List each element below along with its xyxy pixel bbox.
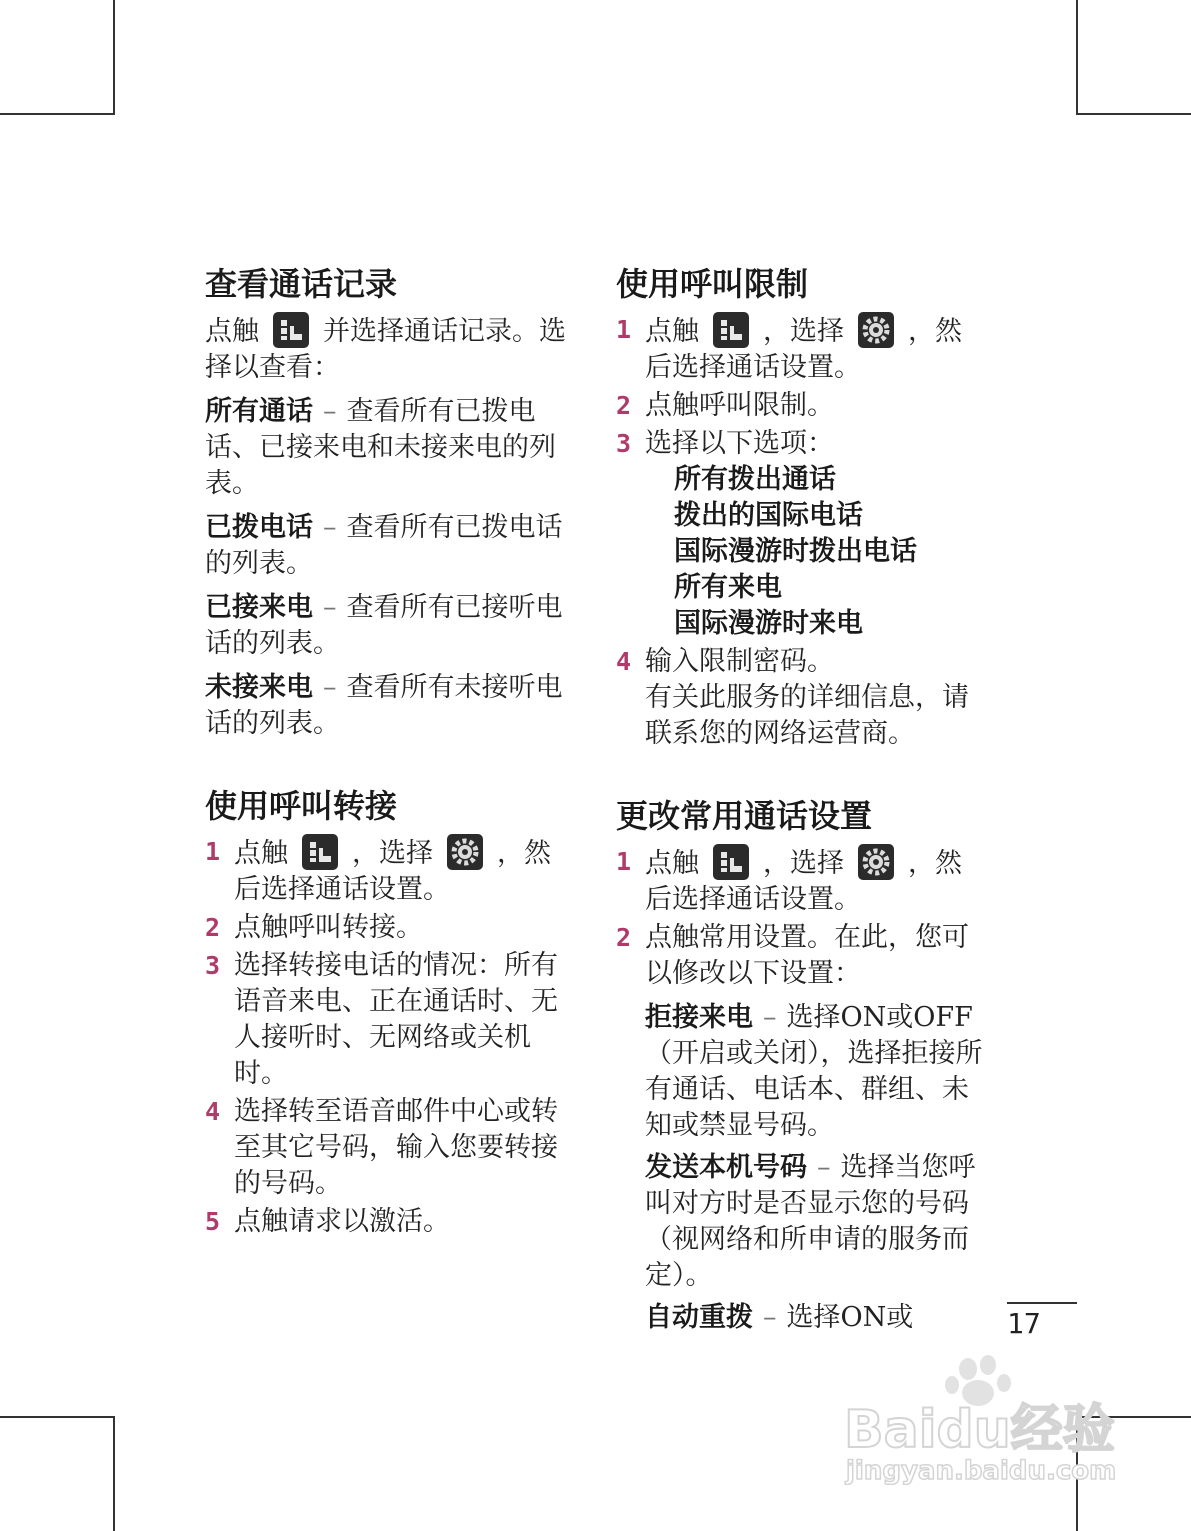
option-item: 国际漫游时来电 xyxy=(674,608,863,639)
section-title: 使用呼叫限制 xyxy=(616,265,809,303)
section-title: 更改常用通话设置 xyxy=(616,797,873,835)
crop-mark-top-right-h xyxy=(1076,113,1191,115)
step-item: 3 选择以下选项： 所有拨出通话 拨出的国际电话 国际漫游时拨出电话 所有来电 国际漫游时来电 xyxy=(616,426,986,642)
section-call-logs xyxy=(205,262,575,742)
option-item: 所有拨出通话 xyxy=(674,464,836,495)
crop-mark-top-right-v xyxy=(1076,0,1078,115)
step-list xyxy=(205,834,575,1240)
step-item: 4 输入限制密码。 有关此服务的详细信息，请联系您的网络运营商。 xyxy=(616,646,969,749)
option-item: 拨出的国际电话 xyxy=(674,500,863,531)
definition-item: 发送本机号码 – 选择当您呼叫对方时是否显示您的号码（视网络和所申请的服务而定）。 xyxy=(645,1152,976,1291)
definition-item: 所有通话 – 查看所有已拨电话、已接来电和未接来电的列表。 xyxy=(205,396,556,499)
definition-item: 已拨电话 – 查看所有已拨电话的列表。 xyxy=(205,512,563,579)
section-gap xyxy=(616,760,986,794)
definition-item: 未接来电 – 查看所有未接听电话的列表。 xyxy=(205,672,563,739)
step-item: 2 点触常用设置。在此，您可以修改以下设置： xyxy=(616,922,969,989)
watermark-brand: Baidu经验 xyxy=(844,1400,1115,1460)
section-gap xyxy=(205,750,575,784)
section-call-divert xyxy=(205,784,575,1240)
crop-mark-top-left-h xyxy=(0,113,115,115)
settings-gear-icon xyxy=(858,312,894,348)
crop-mark-bottom-left-v xyxy=(113,1416,115,1531)
settings-gear-icon xyxy=(858,844,894,880)
crop-mark-top-left-v xyxy=(113,0,115,115)
crop-mark-bottom-left-h xyxy=(0,1416,115,1418)
watermark-url: jingyan.baidu.com xyxy=(846,1456,1117,1485)
baidu-watermark xyxy=(840,1355,1140,1485)
option-item: 国际漫游时拨出电话 xyxy=(674,536,917,567)
section-title: 使用呼叫转接 xyxy=(205,787,398,825)
step-item: 1 点触 ，选择 ，然后选择通话设置。 xyxy=(616,844,986,918)
section-common-settings xyxy=(616,794,986,1336)
step-item: 3 选择转接电话的情况：所有语音来电、正在通话时、无人接听时、无网络或关机时。 xyxy=(205,950,558,1089)
menu-grid-icon xyxy=(713,312,749,348)
step-list xyxy=(616,312,986,752)
step-item: 1 点触 ，选择 ，然后选择通话设置。 xyxy=(205,834,575,908)
right-column xyxy=(616,262,986,1342)
menu-grid-icon xyxy=(713,844,749,880)
option-list xyxy=(645,462,986,642)
page-number: 17 xyxy=(1007,1302,1077,1342)
settings-gear-icon xyxy=(447,834,483,870)
step-item: 2 点触呼叫限制。 xyxy=(616,390,834,421)
step-item: 4 选择转至语音邮件中心或转至其它号码，输入您要转接的号码。 xyxy=(205,1096,558,1199)
step-list xyxy=(616,844,986,992)
menu-grid-icon xyxy=(273,312,309,348)
option-item: 所有来电 xyxy=(674,572,782,603)
section-title: 查看通话记录 xyxy=(205,265,398,303)
definition-item: 已接来电 – 查看所有已接听电话的列表。 xyxy=(205,592,563,659)
step-item: 5 点触请求以激活。 xyxy=(205,1206,450,1237)
left-column xyxy=(205,262,575,1248)
definition-item: 自动重拨 – 选择ON或 xyxy=(645,1302,914,1333)
step-item: 1 点触 ，选择 ，然后选择通话设置。 xyxy=(616,312,986,386)
settings-definitions xyxy=(616,1000,986,1336)
section-call-barring xyxy=(616,262,986,752)
intro-text: 点触 并选择通话记录。选择以查看： xyxy=(205,312,575,386)
step-item: 2 点触呼叫转接。 xyxy=(205,912,423,943)
definition-item: 拒接来电 – 选择ON或OFF（开启或关闭），选择拒接所有通话、电话本、群组、未知或禁显号码。 xyxy=(645,1002,983,1141)
menu-grid-icon xyxy=(302,834,338,870)
